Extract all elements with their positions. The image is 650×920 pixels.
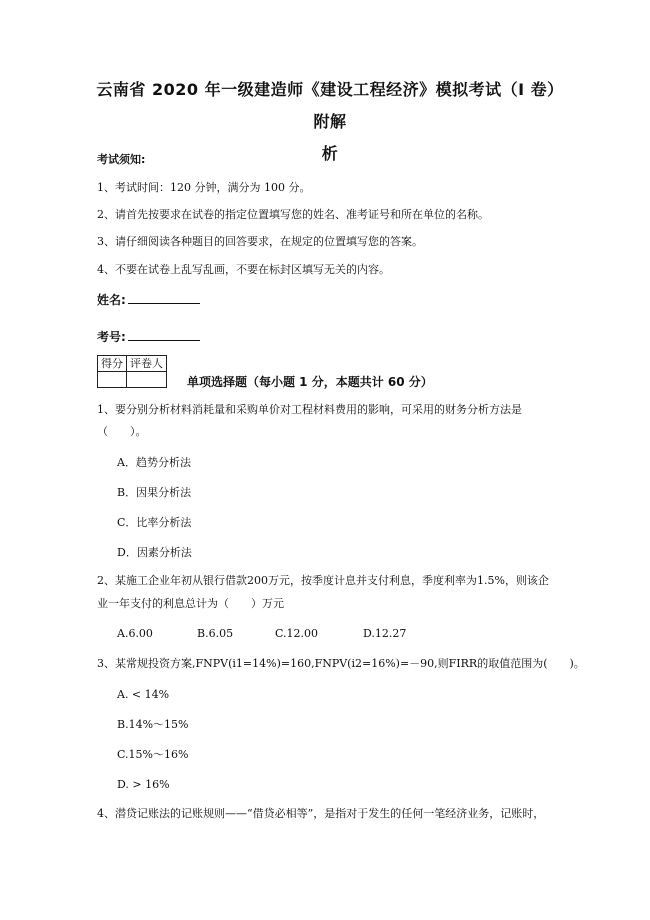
- score-table: [97, 355, 167, 388]
- notice-item: 1、考试时间：120 分钟，满分为 100 分。: [97, 181, 311, 194]
- notice-item: 4、不要在试卷上乱写乱画，不要在标封区填写无关的内容。: [97, 263, 390, 276]
- question-option: D．因素分析法: [117, 546, 192, 559]
- question-option: D.12.27: [363, 627, 407, 640]
- question-stem: 2、某施工企业年初从银行借款200万元，按季度计息并支付利息，季度利率为1.5%，则该企: [97, 574, 549, 587]
- question-option: C．比率分析法: [117, 516, 192, 529]
- name-blank[interactable]: [128, 291, 200, 304]
- question-stem: 1、要分别分析材料消耗量和采购单价对工程材料费用的影响，可采用的财务分析方法是: [97, 403, 522, 416]
- notice-heading: 考试须知:: [97, 153, 146, 166]
- question-option: B.6.05: [197, 627, 234, 640]
- score-cell[interactable]: [98, 372, 127, 388]
- question-option: A．趋势分析法: [117, 456, 191, 469]
- question-option: B．因果分析法: [117, 486, 192, 499]
- question-option: A. < 14%: [117, 688, 170, 701]
- question-option: A.6.00: [117, 627, 153, 640]
- question-option: C.12.00: [275, 627, 319, 640]
- question-options-row: [117, 626, 406, 642]
- question-stem: 业一年支付的利息总计为（ ）万元: [97, 597, 284, 610]
- grader-header: 评卷人: [127, 356, 167, 372]
- score-header: 得分: [98, 356, 127, 372]
- grader-cell[interactable]: [127, 372, 167, 388]
- notice-item: 2、请首先按要求在试卷的指定位置填写您的姓名、准考证号和所在单位的名称。: [97, 208, 489, 221]
- section-title: 单项选择题（每小题 1 分，本题共计 60 分）: [187, 375, 433, 389]
- question-stem: （ ）。: [97, 425, 147, 438]
- question-stem: 3、某常规投资方案,FNPV(i1=14%)=160,FNPV(i2=16%)=－90,则FIRR的取值范围为( )。: [97, 657, 585, 670]
- id-field: 考号:: [97, 328, 200, 345]
- question-stem: 4、潜贷记账法的记账规则——“借贷必相等”，是指对于发生的任何一笔经济业务，记账时，: [97, 807, 545, 820]
- id-blank[interactable]: [128, 328, 200, 341]
- name-field: 姓名:: [97, 291, 200, 308]
- question-option: C.15%～16%: [117, 748, 189, 761]
- notice-item: 3、请仔细阅读各种题目的回答要求，在规定的位置填写您的答案。: [97, 235, 423, 248]
- question-option: D. > 16%: [117, 778, 170, 791]
- exam-title: 云南省 2020 年一级建造师《建设工程经济》模拟考试（I 卷） 附解 析: [96, 80, 564, 163]
- question-option: B.14%～15%: [117, 718, 189, 731]
